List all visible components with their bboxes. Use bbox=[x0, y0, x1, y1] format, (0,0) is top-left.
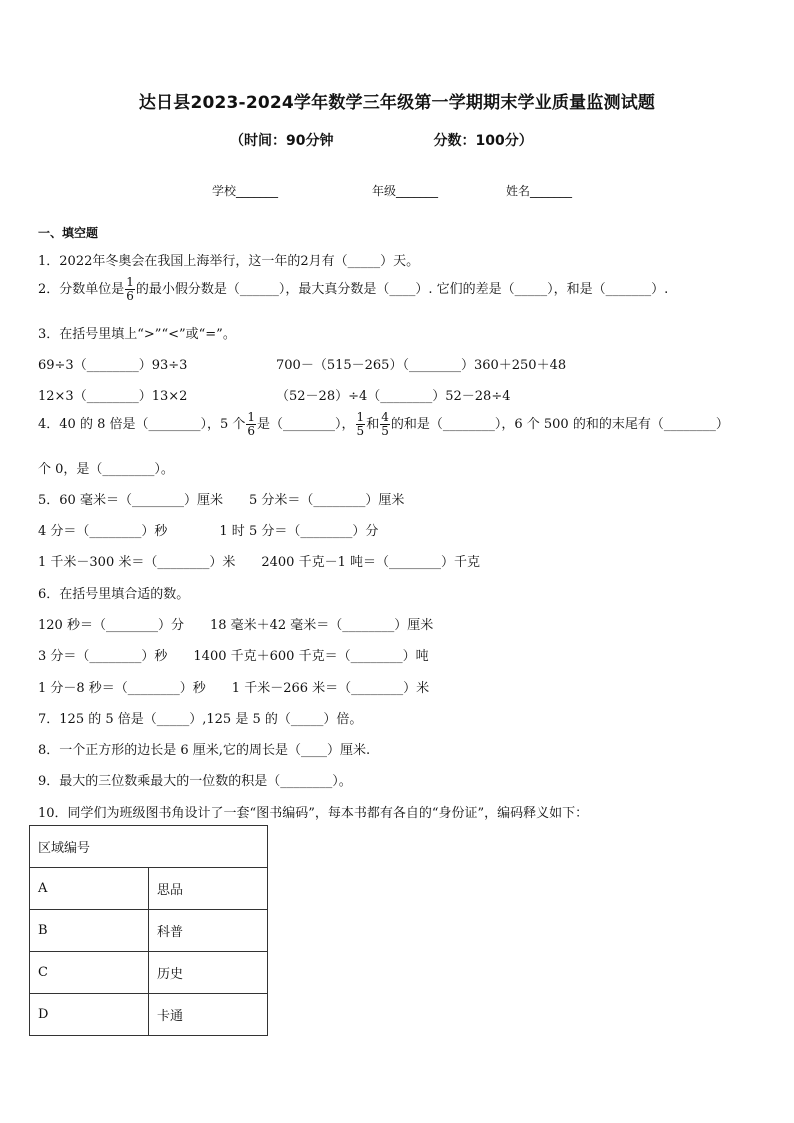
question-1: 1．2022年冬奥会在我国上海举行，这一年的2月有（_____）天。 bbox=[38, 254, 420, 269]
q6-line-2: 120 秒＝（________）分 18 毫米＋42 毫米＝（________）厘米 bbox=[38, 618, 434, 633]
q6-line-4: 1 分－8 秒＝（________）秒 1 千米－266 米＝（________）米 bbox=[38, 681, 430, 696]
question-10: 10．同学们为班级图书角设计了一套“图书编码”，每本书都有各自的“身份证”，编码释义如下： bbox=[38, 806, 589, 821]
fraction-four-fifths: $\frac{4}{5}$ bbox=[381, 410, 389, 438]
q4-text-d: 的和是（________），6 个 500 的和的末尾有（________） bbox=[390, 417, 729, 432]
q3-row-2-right: （52－28）÷4（________）52－28÷4 bbox=[276, 389, 511, 404]
q3-row-1-left: 69÷3（________）93÷3 bbox=[38, 358, 188, 373]
q4-continuation: 个 0，是（________）。 bbox=[38, 462, 174, 477]
q5-line-1: 5．60 毫米＝（________）厘米 5 分米＝（________）厘米 bbox=[38, 493, 405, 508]
q4-text-b: 是（________）， bbox=[257, 417, 355, 432]
table-row bbox=[30, 910, 268, 952]
book-code-table bbox=[29, 825, 268, 1036]
question-8: 8．一个正方形的边长是 6 厘米,它的周长是（____）厘米. bbox=[38, 743, 371, 758]
question-2 bbox=[38, 276, 668, 303]
table-row bbox=[30, 952, 268, 994]
table-header: 区域编号 bbox=[30, 826, 268, 868]
q5-line-2: 4 分＝（________）秒 1 时 5 分＝（________）分 bbox=[38, 524, 379, 539]
fraction-one-fifth: $\frac{1}{5}$ bbox=[356, 410, 365, 438]
area-code: A bbox=[30, 868, 149, 910]
area-name: 历史 bbox=[149, 952, 268, 994]
grade-field: 年级_______ bbox=[372, 184, 439, 198]
exam-subtitle bbox=[230, 130, 533, 150]
name-field: 姓名_______ bbox=[506, 184, 573, 198]
table-row bbox=[30, 868, 268, 910]
question-4 bbox=[38, 411, 729, 438]
question-7: 7．125 的 5 倍是（_____）,125 是 5 的（_____）倍。 bbox=[38, 712, 363, 727]
q5-line-3: 1 千米－300 米＝（________）米 2400 千克－1 吨＝（________）千克 bbox=[38, 555, 480, 570]
area-name: 科普 bbox=[149, 910, 268, 952]
question-9: 9．最大的三位数乘最大的一位数的积是（________）。 bbox=[38, 774, 352, 789]
area-name: 思品 bbox=[149, 868, 268, 910]
table-header-row bbox=[30, 826, 268, 868]
table-row bbox=[30, 994, 268, 1036]
time-limit: （时间：90分钟 bbox=[230, 133, 334, 149]
question-3: 3．在括号里填上“>”“<”或“=”。 bbox=[38, 327, 236, 342]
total-score: 分数：100分） bbox=[433, 133, 533, 149]
q6-line-3: 3 分＝（________）秒 1400 千克＋600 千克＝（________）吨 bbox=[38, 649, 429, 664]
school-field: 学校_______ bbox=[212, 184, 279, 198]
area-code: C bbox=[30, 952, 149, 994]
q6-line-1: 6．在括号里填合适的数。 bbox=[38, 587, 190, 602]
area-code: B bbox=[30, 910, 149, 952]
page-title: 达日县2023-2024学年数学三年级第一学期期末学业质量监测试题 bbox=[138, 93, 656, 113]
q2-text-a: 2．分数单位是 bbox=[38, 282, 125, 297]
fraction-one-sixth: $\frac{1}{6}$ bbox=[247, 410, 256, 438]
section-heading: 一、填空题 bbox=[38, 226, 99, 240]
area-code: D bbox=[30, 994, 149, 1036]
q4-text-c: 和 bbox=[366, 417, 380, 432]
q3-row-2-left: 12×3（________）13×2 bbox=[38, 389, 188, 404]
fraction-one-sixth: $\frac{1}{6}$ bbox=[126, 275, 134, 303]
q4-text-a: 4．40 的 8 倍是（________），5 个 bbox=[38, 417, 246, 432]
area-name: 卡通 bbox=[149, 994, 268, 1036]
q3-row-1-right: 700－（515－265）（________）360＋250＋48 bbox=[276, 358, 567, 373]
q2-text-b: 的最小假分数是（______），最大真分数是（____）. 它们的差是（_____），和是（_______）. bbox=[135, 282, 669, 297]
